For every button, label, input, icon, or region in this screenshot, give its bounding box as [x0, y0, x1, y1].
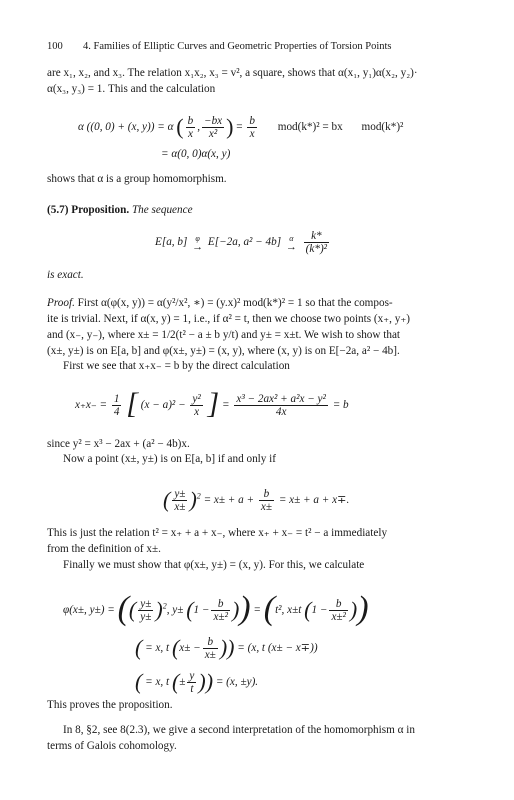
proposition-text: The sequence [131, 204, 193, 216]
proof-line: (x±, y±) is on E[a, b] and φ(x±, y±) = (x, y), where (x, y) is on E[−2a, a² − 4b]. [47, 345, 400, 357]
fraction: $\frac{b}{\text{x±²}}$ [331, 598, 346, 623]
running-title: 4. Families of Elliptic Curves and Geometric Properties of Torsion Points [83, 41, 392, 52]
fraction: $\frac{\text{x³ − 2ax² + a²x − y²}}{4x}$ [236, 393, 326, 418]
fraction: $\frac{b}{x}$ [249, 115, 255, 140]
fraction: $\frac{b}{x}$ [187, 115, 194, 140]
paragraph-line: This proves the proposition. [47, 699, 173, 711]
paragraph-line: is exact. [47, 269, 84, 281]
fraction: $\frac{1}{4}$ [113, 393, 120, 418]
paragraph-line: Now a point (x±, y±) is on E[a, b] if and only if [63, 453, 276, 465]
exact-sequence: E[a, b] φ → E[−2a, a² − 4b] α → $\frac{k*}{\text{(k*)²}}$ [155, 230, 328, 255]
eq1-lhs: α ((0, 0) + (x, y)) = α [78, 121, 174, 134]
paragraph-line: are x₁, x₂, and x₃. The relation x₁x₂, x₃ = v², a square, shows that α(x₁, y₁)α(x₂, y₂)· [47, 67, 418, 79]
equation-product: x₊x₋ = $\frac{1}{4}$ [ (x − a)² − $\frac{\text{y²}}{x}$ ] = $\frac{\text{x³ − 2ax² + a²x − y²}}{4x}$ = b [75, 386, 349, 420]
arrow-alpha: α → [285, 233, 297, 253]
fraction: $\frac{b}{x\pm}$ [204, 636, 216, 661]
proof-line: Proof. First α(φ(x, y)) = α(y²/x², ∗) = (y.x)² mod(k*)² = 1 so that the compos- [47, 297, 393, 309]
eq1-mod: mod(k*)² = bx [277, 121, 343, 134]
proof-line: First we see that x₊x₋ = b by the direct calculation [63, 360, 290, 372]
fraction: $\frac{-bx}{\text{x²}}$ [204, 115, 223, 140]
equation-condition: ( $\frac{y\pm}{x\pm}$ )$^2$ = x± + a + $\frac{b}{x\pm}$ = x± + a + x∓. [163, 486, 350, 513]
fraction: $\frac{\text{y²}}{x}$ [192, 393, 201, 418]
fraction: $\frac{b}{x\pm}$ [260, 488, 273, 513]
eq1-mod2: mod(k*)² [361, 121, 404, 134]
paren: ( [176, 113, 184, 139]
equation-phi-result: ( = x, t (± $\frac{y}{t}$ )) = (x, ±y). [135, 668, 259, 695]
paragraph-line: from the definition of x±. [47, 543, 161, 555]
fraction: $\frac{y\pm}{x\pm}$ [174, 488, 186, 513]
paragraph-line: terms of Galois cohomology. [47, 740, 177, 752]
proof-line: and (x₋, y₋), where x± = 1/2(t² − a ± b y/t) and y± = x±t. We wish to show that [47, 329, 401, 341]
fraction: $\frac{b}{\text{x±²}}$ [213, 598, 228, 623]
proposition-heading [47, 203, 473, 219]
equation-line: = α(0, 0)α(x, y) [161, 148, 231, 160]
proof-label: Proof. [47, 297, 75, 309]
arrow-phi: φ → [192, 233, 204, 253]
fraction: $\frac{k*}{\text{(k*)²}}$ [305, 230, 328, 255]
equation-homomorphism: α ((0, 0) + (x, y)) = α ( $\frac{b}{x}$ , $\frac{-bx}{\text{x²}}$ ) = $\frac{b}{x}$ mod(k*)² = bx mod(k*)² [78, 113, 404, 140]
paragraph-line: α(x₃, y₃) = 1. This and the calculation [47, 83, 216, 95]
proposition-label: (5.7) Proposition. [47, 204, 130, 216]
paragraph-line: In 8, §2, see 8(2.3), we give a second interpretation of the homomorphism α in [63, 724, 415, 736]
page-number: 100 [47, 41, 63, 52]
paragraph-line: shows that α is a group homomorphism. [47, 173, 227, 185]
paragraph-line: since y² = x³ − 2ax + (a² − 4b)x. [47, 438, 190, 450]
paragraph-line: This is just the relation t² = x₊ + a + x₋, where x₊ + x₋ = t² − a immediately [47, 527, 388, 539]
fraction: $\frac{y}{t}$ [189, 670, 195, 695]
fraction: $\frac{y\pm}{y\pm}$ [140, 598, 152, 623]
proof-line: ite is trivial. Next, if α(x, y) = 1, i.e., if α² = t, then we choose two points (x₊, y₊) [47, 313, 410, 325]
paragraph-line: Finally we must show that φ(x±, y±) = (x, y). For this, we calculate [63, 559, 365, 571]
equation-phi-step: ( = x, t (x± − $\frac{b}{x\pm}$ )) = (x, t (x± − x∓)) [135, 634, 318, 661]
equation-phi: φ(x±, y±) = (( $\frac{y\pm}{y\pm}$ )$^2$, y± (1 − $\frac{b}{\text{x±²}}$ )) = (t², x±t (1 − $\frac{b}{\text{x±²}}$ )) [63, 589, 369, 627]
running-header [47, 41, 474, 52]
